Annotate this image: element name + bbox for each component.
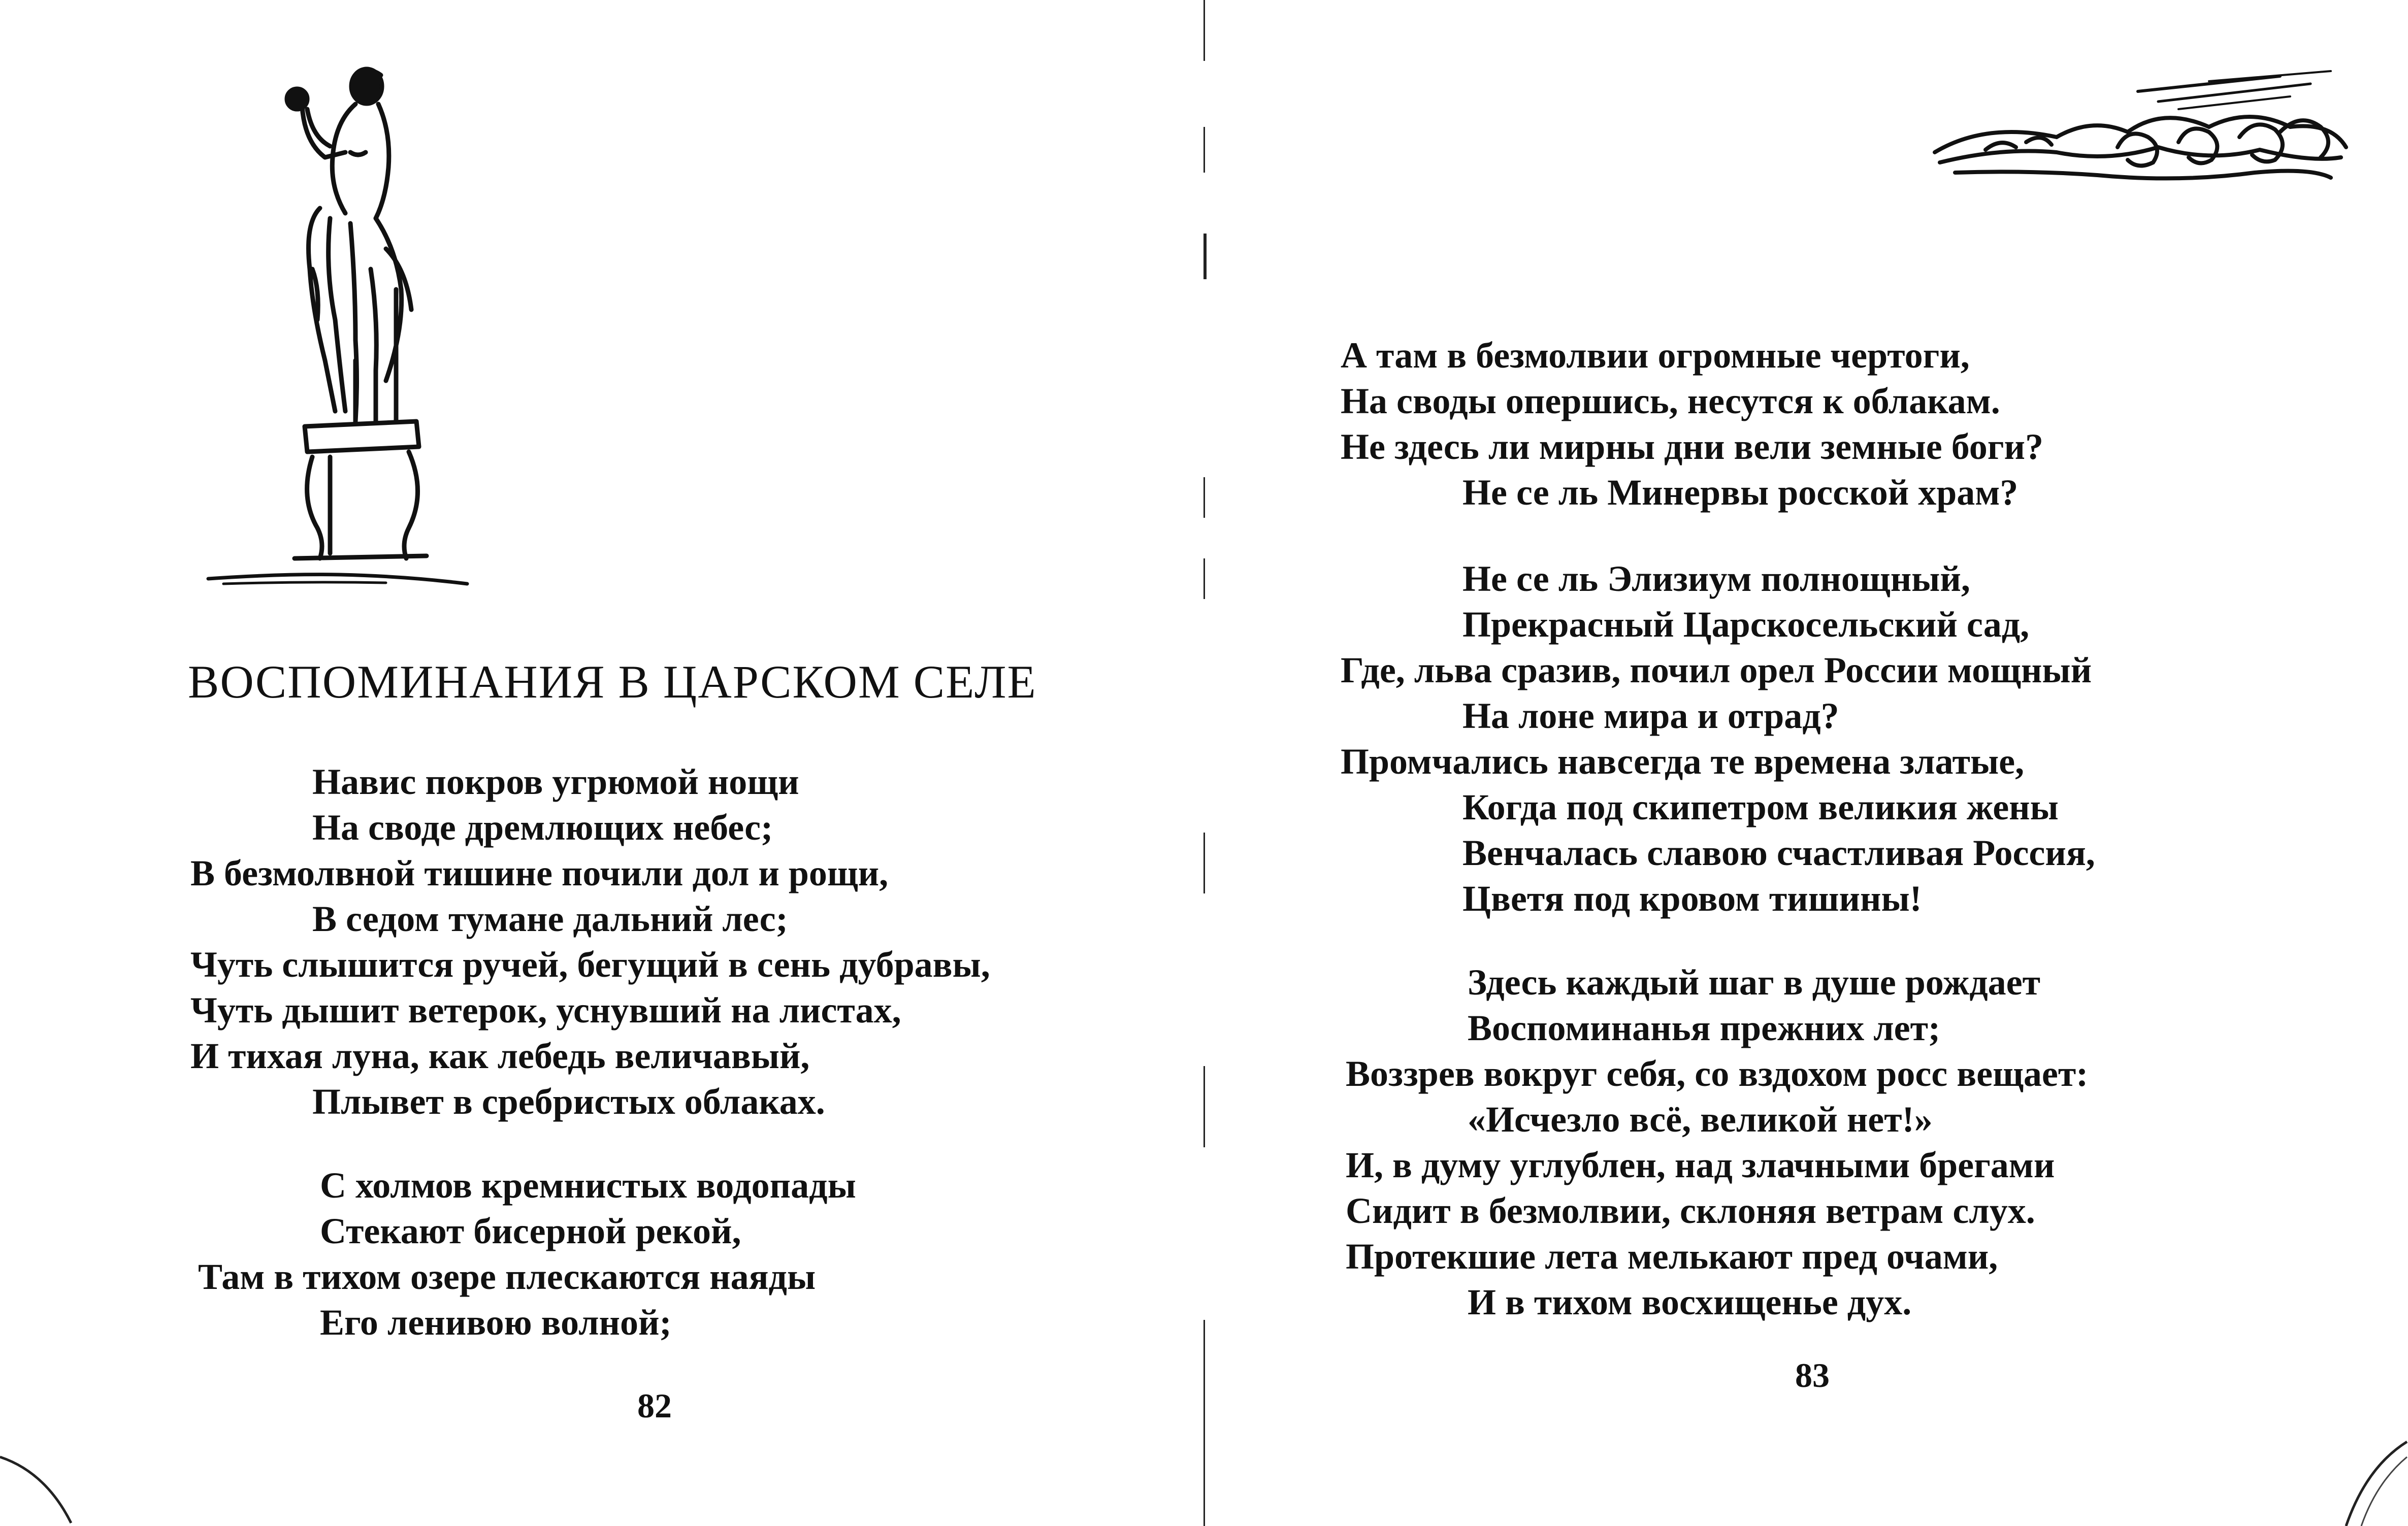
verse-line: Воззрев вокруг себя, со вздохом росс вещает:: [1346, 1053, 2089, 1094]
verse-line: В безмолвной тишине почили дол и рощи,: [190, 853, 889, 893]
verse-line: Чуть дышит ветерок, уснувший на листах,: [190, 990, 901, 1031]
left-page: [0, 0, 1203, 1526]
verse-line: И тихая луна, как лебедь величавый,: [190, 1036, 810, 1076]
verse-line: Там в тихом озере плескаются наяды: [198, 1256, 816, 1297]
stanza-1: [190, 759, 990, 1124]
stanza-4: [1341, 556, 2095, 921]
verse-line: И, в думу углублен, над злачными брегами: [1346, 1145, 2055, 1185]
verse-line: Его ленивою волной;: [320, 1302, 672, 1343]
verse-line: Навис покров угрюмой нощи: [312, 761, 799, 802]
verse-line: Прекрасный Царскосельский сад,: [1462, 604, 2030, 645]
verse-line: Промчались навсегда те времена златые,: [1341, 741, 2025, 782]
page-curl-decoration: [0, 1452, 81, 1526]
verse-line: С холмов кремнистых водопады: [320, 1165, 856, 1206]
page-number: 82: [637, 1386, 672, 1425]
statue-illustration: [203, 56, 477, 594]
verse-line: Здесь каждый шаг в душе рождает: [1468, 962, 2040, 1003]
verse-line: А там в безмолвии огромные чертоги,: [1341, 335, 1970, 376]
verse-line: Когда под скипетром великия жены: [1462, 787, 2059, 827]
verse-line: Протекшие лета мелькают пред очами,: [1346, 1236, 1998, 1277]
page-number: 83: [1795, 1356, 1830, 1395]
stanza-5: [1346, 959, 2088, 1325]
right-page: [1203, 0, 2408, 1526]
verse-line: Сидит в безмолвии, склоняя ветрам слух.: [1346, 1190, 2035, 1231]
verse-line: Венчалась славою счастливая Россия,: [1462, 833, 2095, 873]
verse-line: Воспоминанья прежних лет;: [1468, 1008, 1940, 1048]
verse-line: На своде дремлющих небес;: [312, 807, 773, 848]
verse-line: Не се ль Элизиум полнощный,: [1462, 558, 1970, 599]
stanza-2: [198, 1163, 856, 1345]
verse-line: «Исчезло всё, великой нет!»: [1468, 1099, 1933, 1140]
verse-line: В седом тумане дальний лес;: [312, 899, 788, 939]
poem-title: ВОСПОМИНАНИЯ В ЦАРСКОМ СЕЛЕ: [188, 656, 1037, 708]
verse-line: На лоне мира и отрад?: [1462, 695, 1839, 736]
verse-line: Где, льва сразив, почил орел России мощный: [1341, 650, 2092, 690]
verse-line: Не здесь ли мирны дни вели земные боги?: [1341, 426, 2043, 467]
page-curl-decoration: [2336, 1437, 2408, 1526]
verse-line: На своды опершись, несутся к облакам.: [1341, 381, 2000, 421]
verse-line: Чуть слышится ручей, бегущий в сень дубравы,: [190, 944, 990, 985]
verse-line: Плывет в сребристых облаках.: [312, 1081, 825, 1122]
cloud-illustration: [1925, 61, 2356, 203]
verse-line: Цветя под кровом тишины!: [1462, 878, 1922, 919]
verse-line: Не се ль Минервы росской храм?: [1462, 472, 2019, 513]
stanza-3: [1341, 333, 2043, 515]
verse-line: Стекают бисерной рекой,: [320, 1211, 741, 1251]
verse-line: И в тихом восхищенье дух.: [1468, 1282, 1912, 1322]
